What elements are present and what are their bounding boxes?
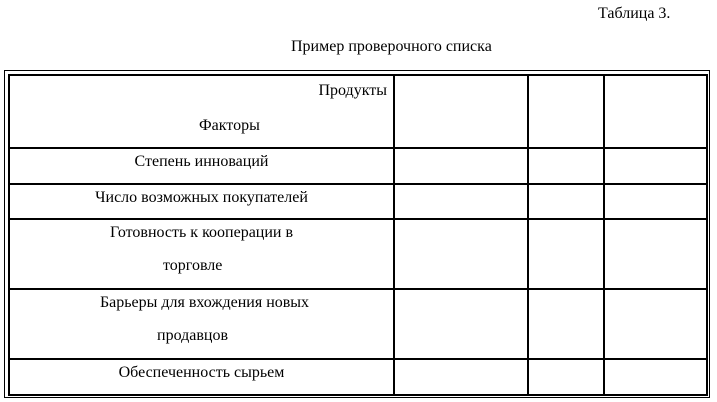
empty-cell [394, 289, 528, 359]
table-caption: Пример проверочного списка [291, 38, 492, 55]
empty-cell [394, 148, 528, 184]
empty-cell [528, 289, 604, 359]
table-row [9, 219, 707, 289]
factor-cell [9, 219, 394, 289]
empty-cell [394, 359, 528, 395]
factor-label: Степень инноваций [134, 153, 269, 170]
product-column-1-header [394, 75, 528, 148]
factor-label: Обеспеченность сырьем [118, 364, 285, 381]
table-row [9, 289, 707, 359]
header-products-label: Продукты [318, 82, 387, 99]
empty-cell [394, 219, 528, 289]
checklist-table [8, 74, 708, 396]
table-row [9, 148, 707, 184]
empty-cell [604, 184, 707, 219]
empty-cell [528, 219, 604, 289]
empty-cell [604, 219, 707, 289]
empty-cell [604, 148, 707, 184]
factor-cell [9, 184, 394, 219]
factor-label-line1: Готовность к кооперации в [109, 224, 294, 241]
empty-cell [604, 289, 707, 359]
factor-label-line2: продавцов [157, 327, 229, 344]
empty-cell [528, 359, 604, 395]
product-column-2-header [528, 75, 604, 148]
table-number: Таблица 3. [598, 5, 671, 22]
header-factors-label: Факторы [199, 117, 260, 134]
empty-cell [394, 184, 528, 219]
table-row [9, 184, 707, 219]
table-row [9, 359, 707, 395]
factor-cell [9, 148, 394, 184]
empty-cell [604, 359, 707, 395]
factor-label-multiline [10, 220, 393, 276]
factor-cell [9, 359, 394, 395]
table-header-row [9, 75, 707, 148]
product-column-3-header [604, 75, 707, 148]
factor-label: Число возможных покупателей [95, 189, 308, 206]
empty-cell [528, 184, 604, 219]
empty-cell [528, 148, 604, 184]
factor-label-multiline [10, 290, 393, 346]
factor-label-line1: Барьеры для вхождения новых [99, 294, 310, 311]
header-diagonal-cell [9, 75, 394, 148]
factor-label-line2: торговле [163, 257, 223, 274]
factor-cell [9, 289, 394, 359]
